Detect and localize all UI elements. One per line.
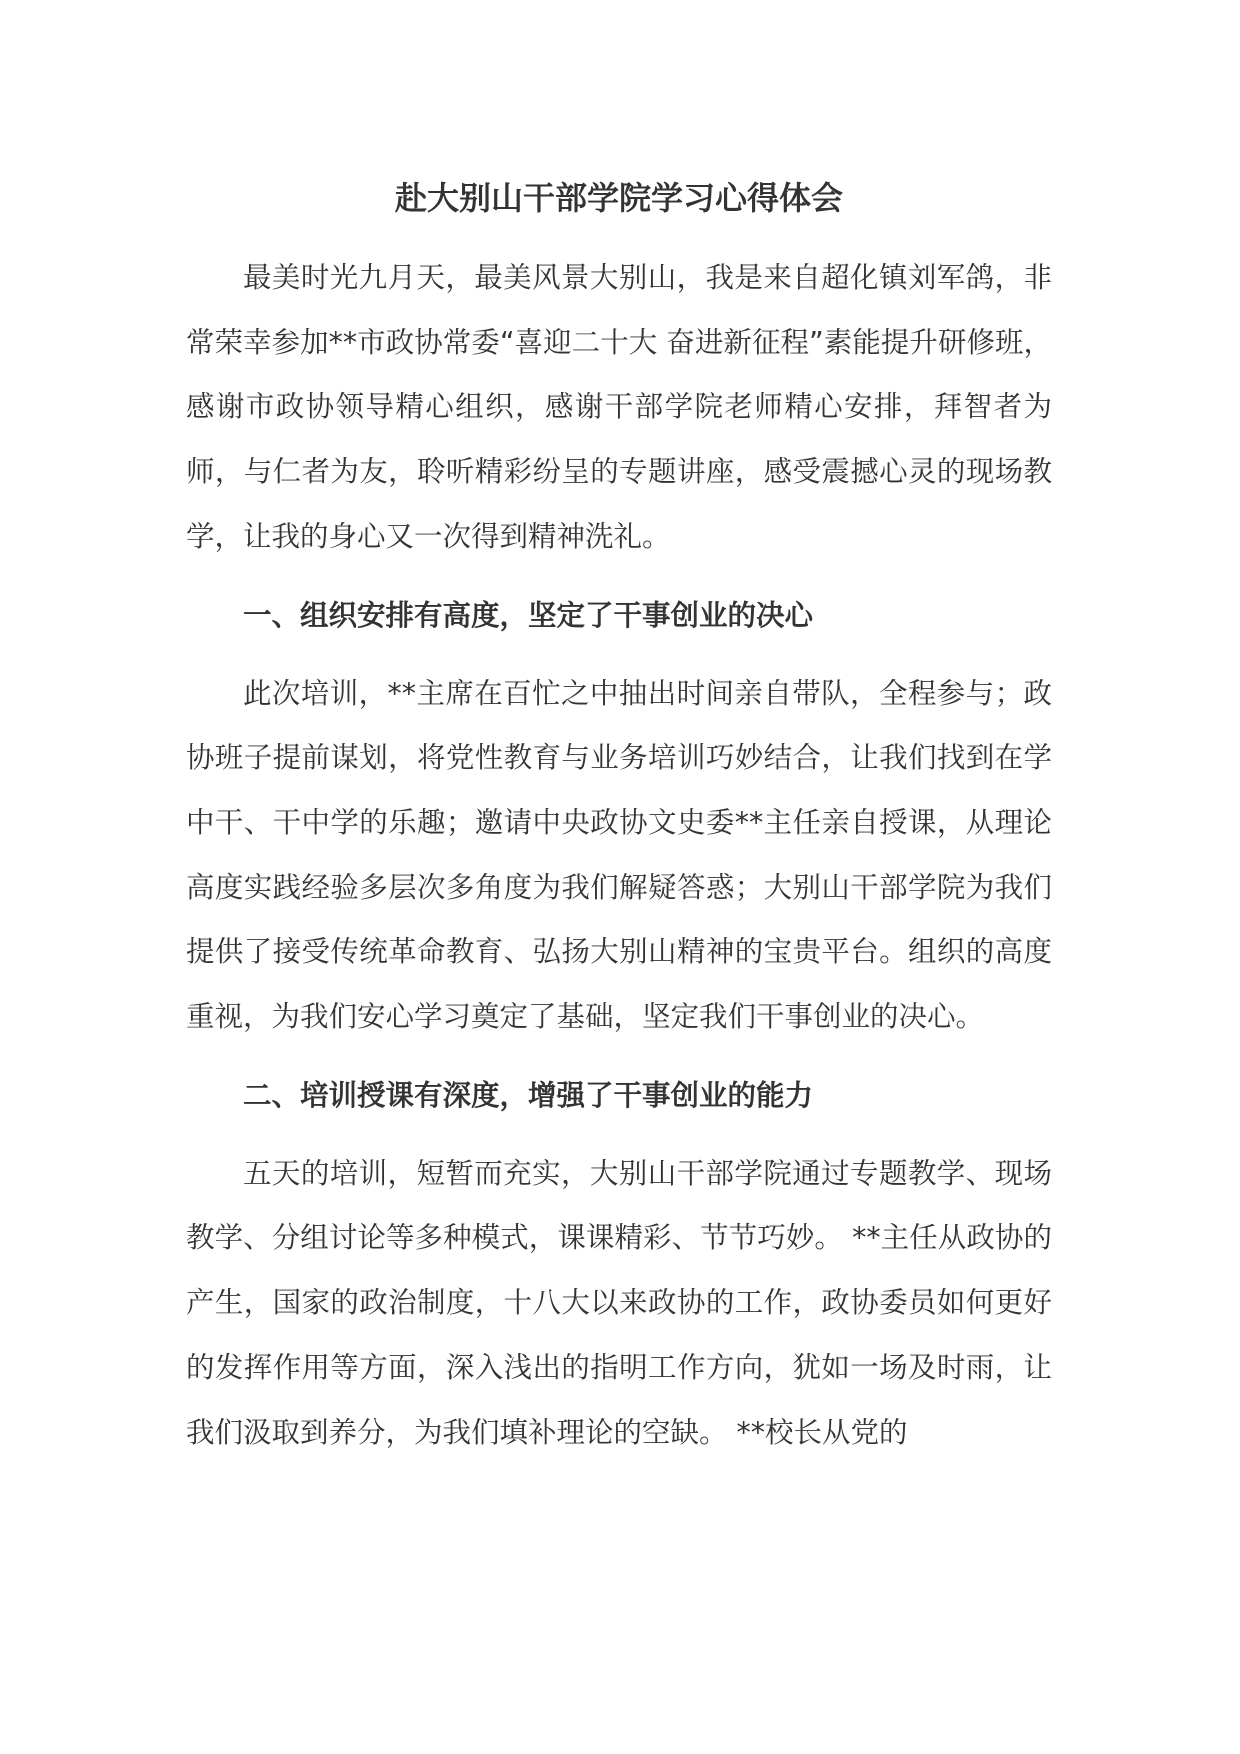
document-title: 赴大别山干部学院学习心得体会 xyxy=(394,179,843,217)
section-2-heading: 二、培训授课有深度，增强了干事创业的能力 xyxy=(243,1078,814,1112)
section-1-heading: 一、组织安排有高度，坚定了干事创业的决心 xyxy=(243,598,814,632)
section-1-paragraph: 此次培训，**主席在百忙之中抽出时间亲自带队，全程参与；政协班子提前谋划，将党性教育与业务培训巧妙结合，让我们找到在学中干、干中学的乐趣；邀请中央政协文史委**主任亲自授课，从理论高度实践经验多层次多角度为我们解疑答惑；大别山干部学院为我们提供了接受传统革命教育、弘扬大别山精神的宝贵平台。组织的高度重视，为我们安心学习奠定了基础，坚定我们干事创业的决心。 xyxy=(186,676,1052,1034)
section-2-paragraph: 五天的培训，短暂而充实，大别山干部学院通过专题教学、现场教学、分组讨论等多种模式，课课精彩、节节巧妙。 **主任从政协的产生，国家的政治制度，十八大以来政协的工作，政协委员如何更好的发挥作用等方面，深入浅出的指明工作方向，犹如一场及时雨，让我们汲取到养分，为我们填补理论的空缺。 **校长从党的 xyxy=(186,1156,1052,1449)
intro-paragraph: 最美时光九月天，最美风景大别山，我是来自超化镇刘军鸽，非常荣幸参加**市政协常委“喜迎二十大 奋进新征程”素能提升研修班，感谢市政协领导精心组织，感谢干部学院老师精心安排，拜智者为师，与仁者为友，聆听精彩纷呈的专题讲座，感受震撼心灵的现场教学，让我的身心又一次得到精神洗礼。 xyxy=(186,261,1052,553)
document-body xyxy=(186,170,1052,1465)
